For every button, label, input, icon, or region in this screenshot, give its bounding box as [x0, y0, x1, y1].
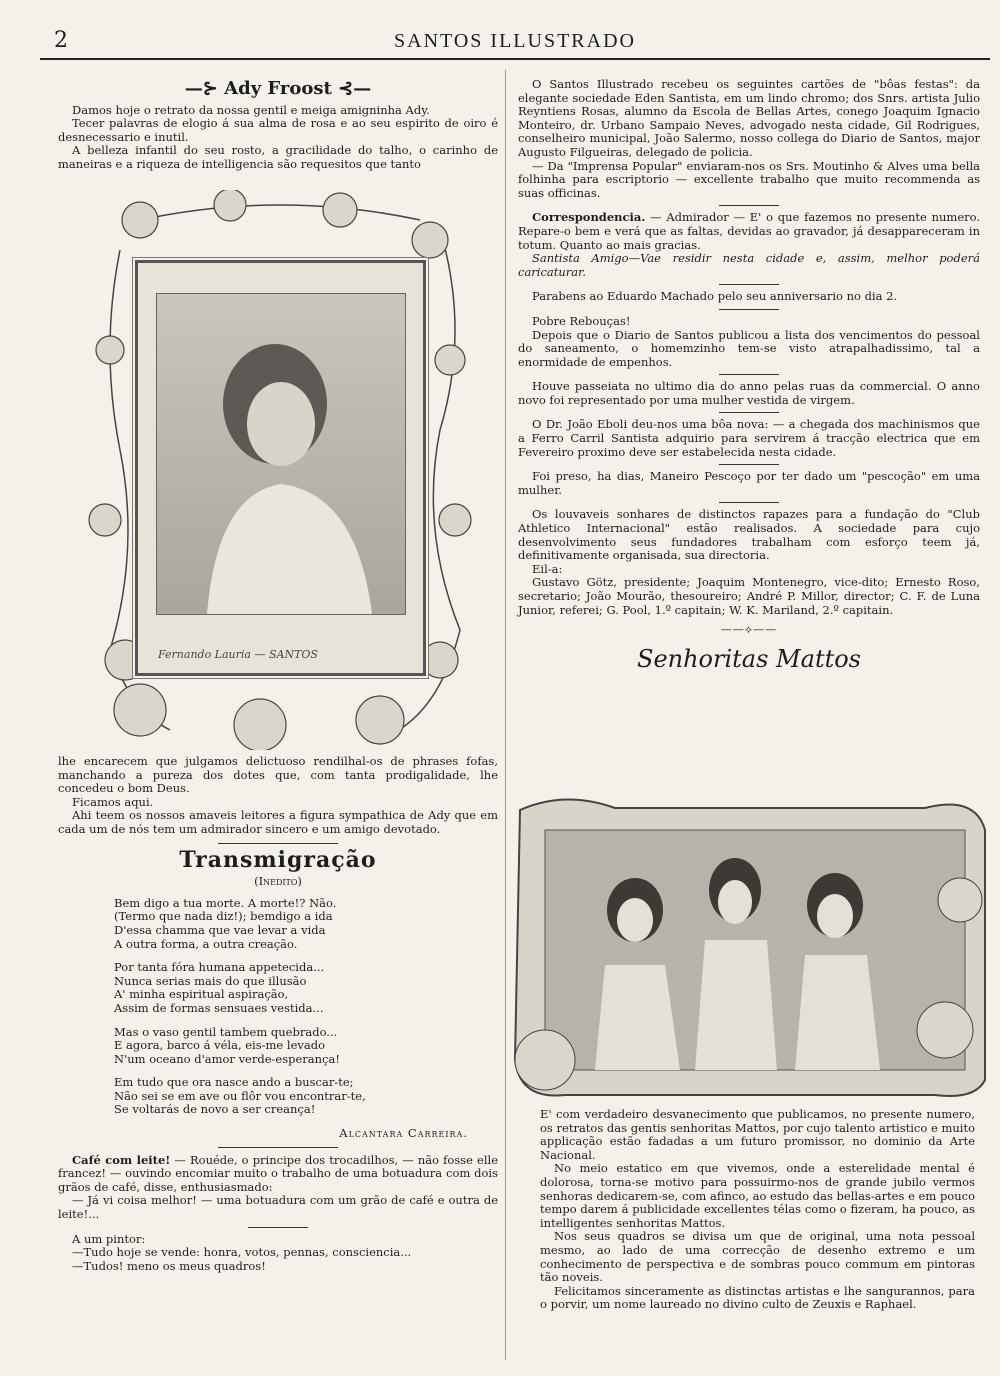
- right-para-5: Houve passeiata no ultimo dia do anno pelas ruas da commercial. O anno novo foi representado por uma mulher vestida de virgem.: [518, 379, 980, 407]
- mattos-para-2: No meio estatico em que vivemos, onde a esterelidade mental é dolorosa, torna-se motivo para possuirmo-nos de grande jubilo vermos senhoras dedicarem-se, com afinco, ao estudo das bellas-artes e em pouco tempo darem á publicidade excellentes télas como o fizeram, ha pouco, as intelligentes senhoritas Mattos.: [540, 1161, 975, 1230]
- verse: Mas o vaso gentil tambem quebrado...: [114, 1024, 338, 1039]
- ady-photo-figure: [80, 190, 480, 750]
- ady-photo-frame: [135, 260, 426, 676]
- right-para-8c: Gustavo Götz, presidente; Joaquim Montenegro, vice-dito; Ernesto Roso, secretario; João Mourão, thesoureiro; André P. Millor, director; C. F. de Luna Junior, referei; G. Pool, 1.º capitain; W. K. Mariland, 2.º capitain.: [518, 575, 980, 617]
- section-rule: [719, 412, 779, 413]
- cafe-paragraph: [58, 1154, 498, 1195]
- verse: Em tudo que ora nasce ando a buscar-te;: [114, 1075, 354, 1090]
- correspondencia-paragraph: [518, 211, 980, 252]
- section-rule: [218, 843, 338, 844]
- pintor-line-2: —Tudo hoje se vende: honra, votos, pennas, consciencia...: [72, 1245, 412, 1260]
- section-rule: [719, 464, 779, 465]
- ady-portrait: [156, 293, 406, 615]
- poem-subtitle: (Inedito): [254, 874, 302, 889]
- stanza-1: [114, 897, 498, 951]
- verse: A' minha espiritual aspiração,: [114, 987, 289, 1002]
- mattos-para-3: Nos seus quadros se divisa um que de original, uma nota pessoal mesmo, ao lado de uma correcção de desenho extremo e um conhecimento de perspectiva e de sombras pouco commum em pintoras tão noveis.: [540, 1229, 975, 1285]
- page-header: [40, 28, 990, 60]
- ady-para-2: Tecer palavras de elogio á sua alma de rosa e ao seu espirito de oiro é desnecessario e inutil.: [58, 116, 498, 144]
- right-para-4b: Depois que o Diario de Santos publicou a lista dos vencimentos do pessoal do saneamento, o homemzinho tem-se visto atrapalhadissimo, tal a enormidade de empenhos.: [518, 327, 980, 369]
- masthead: SANTOS ILLUSTRADO: [394, 30, 636, 52]
- stanza-2: [114, 961, 498, 1015]
- correspondencia-text: — Admirador — E' o que fazemos no presente numero. Repare-o bem e verá que as faltas, devidas ao gravador, já desappareceram in totum. Quanto ao mais gracias.: [518, 210, 980, 252]
- correspondencia-2: Santista Amigo—Vae residir nesta cidade e, assim, melhor poderá caricaturar.: [518, 251, 980, 279]
- verse: N'um oceano d'amor verde-esperança!: [114, 1051, 340, 1066]
- verse: Se voltarás de novo a ser creança!: [114, 1102, 316, 1117]
- right-para-8b: Eil-a:: [532, 561, 563, 576]
- section-rule: [719, 284, 779, 285]
- right-column: [518, 77, 980, 673]
- verse: A outra forma, a outra creação.: [114, 936, 298, 951]
- mattos-para-1: E' com verdadeiro desvanecimento que publicamos, no presente numero, os retratos das gentis senhoritas Mattos, por cujo talento artistico e muito applicação estão fadadas a um futuro promissor, no dominio da Arte Nacional.: [540, 1107, 975, 1162]
- cafe-quote: — Já vi coisa melhor! — uma botuadura com um grão de café e outra de leite!...: [58, 1193, 498, 1222]
- ady-para-5: Ficamos aqui.: [72, 794, 154, 809]
- section-rule: [248, 1227, 308, 1228]
- right-para-1: O Santos Illustrado recebeu os seguintes cartões de "bôas festas": da elegante sociedade Eden Santista, em um lindo chromo; dos Snrs. artista Julio Reyntiens Rosas, alumno da Escola de Bellas Artes, conego Joaquim Ignacio Monteiro, dr. Urbano Sampaio Neves, advogado nesta cidade, Gil Rodrigues, conselheiro municipal, João Salermo, nosso collega do Diario de Santos, major Augusto Filgueiras, delegado de policia.: [518, 77, 980, 159]
- section-rule: [719, 205, 779, 206]
- verse: Nunca serias mais do que illusão: [114, 973, 307, 988]
- right-para-3: Parabens ao Eduardo Machado pelo seu anniversario no dia 2.: [532, 289, 898, 304]
- correspondencia-heading: Correspondencia.: [532, 210, 646, 225]
- verse: Assim de formas sensuaes vestida...: [114, 1000, 324, 1015]
- mattos-text: [540, 1108, 975, 1312]
- poem-title: Transmigração: [179, 846, 377, 873]
- mattos-frame-graphic: [505, 790, 995, 1105]
- right-para-6: O Dr. João Eboli deu-nos uma bôa nova: — a chegada dos machinismos que a Ferro Carril Santista adquirio para servirem á tracção electrica que em Fevereiro proximo deve ser estabelecida nesta cidade.: [518, 417, 980, 459]
- ady-para-4: lhe encarecem que julgamos delictuoso rendilhal-os de phrases fofas, manchando a pureza dos dotes que, com tanta prodigalidade, lhe concedeu o bom Deus.: [58, 754, 498, 796]
- page-number: 2: [54, 28, 68, 53]
- stanza-4: [114, 1076, 498, 1117]
- right-para-8: Os louvaveis sonhares de distinctos rapazes para a fundação do "Club Athletico Internacional" estão realisados. A sociedade para cujo desenvolvimento seus fundadores trabalham com esforço teem já, definitivamente organisada, sua directoria.: [518, 507, 980, 563]
- cafe-text: — Rouéde, o principe dos trocadilhos, — não fosse elle francez! — ouvindo encomiar muito o trabalho de uma botuadura com dois grãos de café, disse, enthusiasmado:: [58, 1152, 498, 1194]
- section-rule: [719, 374, 779, 375]
- verse: Bem digo a tua morte. A morte!? Não.: [114, 895, 337, 910]
- column-divider: [505, 70, 506, 1360]
- ady-para-3: A belleza infantil do seu rosto, a gracilidade do talho, o carinho de maneiras e a riqueza de intelligencia são requesitos que tanto: [58, 143, 498, 171]
- ady-title-text: Ady Froost: [224, 78, 332, 99]
- verse: D'essa chamma que vae levar a vida: [114, 922, 326, 937]
- stanza-3: [114, 1026, 498, 1067]
- right-para-7: Foi preso, ha dias, Maneiro Pescoço por ter dado um "pescoção" em uma mulher.: [518, 469, 980, 497]
- ady-para-6: Ahi teem os nossos amaveis leitores a figura sympathica de Ady que em cada um de nós tem um admirador sincero e um amigo devotado.: [58, 808, 498, 836]
- child-portrait-graphic: [157, 294, 405, 614]
- verse: (Termo que nada diz!); bemdigo a ida: [114, 909, 333, 924]
- section-rule: [719, 502, 779, 503]
- left-column-bottom: [58, 755, 498, 1273]
- section-rule: [218, 1147, 338, 1148]
- pintor-line-3: —Tudos! meno os meus quadros!: [72, 1258, 266, 1273]
- mattos-para-4: Felicitamos sinceramente as distinctas artistas e lhe sangurannos, para o porvir, um nome laureado no divino culto de Zeuxis e Raphael.: [540, 1283, 975, 1312]
- mattos-title: Senhoritas Mattos: [637, 644, 861, 673]
- poem-author: Alcantara Carreira.: [339, 1126, 468, 1141]
- pintor-line-1: A um pintor:: [72, 1231, 146, 1246]
- cafe-heading: Café com leite!: [72, 1152, 171, 1167]
- right-para-4a: Pobre Rebouças!: [532, 313, 631, 328]
- verse: Não sei se em ave ou flôr vou encontrar-te,: [114, 1088, 366, 1103]
- poem-body: [58, 897, 498, 1117]
- verse: Por tanta fóra humana appetecida...: [114, 960, 325, 975]
- ady-title: —⊱ Ady Froost ⊰—: [184, 78, 372, 99]
- section-rule: [719, 309, 779, 310]
- ornament-divider: ——⟡——: [720, 623, 778, 637]
- photo-caption: Fernando Lauria — SANTOS: [158, 648, 318, 661]
- verse: E agora, barco á véla, eis-me levado: [114, 1038, 326, 1053]
- ady-para-1: Damos hoje o retrato da nossa gentil e meiga amigninha Ady.: [72, 102, 430, 117]
- right-para-2: — Da "Imprensa Popular" enviaram-nos os Srs. Moutinho & Alves uma bella folhinha para escriptorio — excellente trabalho que muito recommenda as suas officinas.: [518, 158, 980, 200]
- mattos-photo-figure: [505, 790, 995, 1105]
- left-column-top: [58, 78, 498, 172]
